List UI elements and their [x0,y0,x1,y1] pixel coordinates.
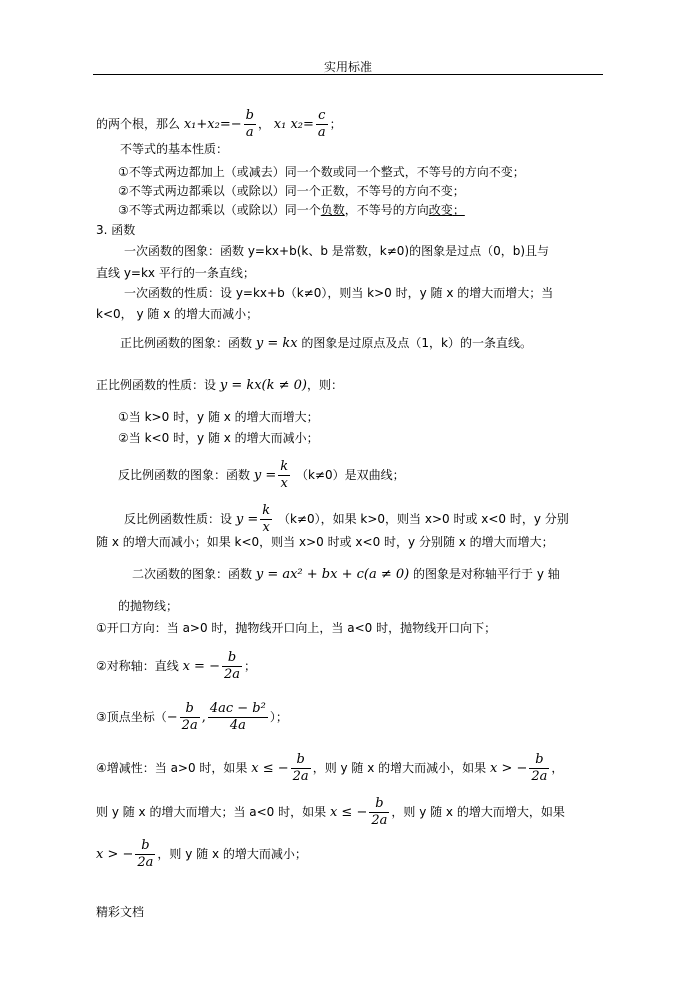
fraction-b-over-a [244,108,256,141]
text: 则 y 随 x 的增大而增大；当 a<0 时，如果 [96,805,327,819]
denominator: 2a [181,718,198,733]
inverse-property-line-2: 随 x 的增大而减小；如果 k<0，则当 x>0 时或 x<0 时，y 分别随 x 的增大而增大； [96,535,554,549]
fraction-k-over-x [260,503,272,536]
fraction-b-over-2a [291,752,311,785]
text-2: ，则 y 随 x 的增大而增大，如果 [391,805,565,819]
text-2: （k≠0），如果 k>0，则当 x>0 时或 x<0 时，y 分别 [277,512,569,526]
header-rule [93,74,603,75]
formula-x-le: x ≤ − [329,805,368,820]
formula-y: y = [235,512,259,527]
end-mark: ； [452,203,465,217]
denominator: 2a [531,769,548,784]
roots-line [96,108,342,141]
end-mark: ； [244,659,257,673]
sum-expression: x₁+x₂=− [183,117,242,132]
fraction-b-over-2a [135,838,155,871]
inverse-graph [118,459,405,492]
numerator: b [296,752,305,767]
fraction-c-over-a [316,108,328,141]
quadratic-graph [132,566,560,583]
proportional-graph [120,335,532,352]
denominator: a [317,125,326,140]
text: ③顶点坐标（ [96,710,167,724]
inequality-rule-1: ①不等式两边都加上（或减去）同一个数或同一个整式，不等号的方向不变； [118,165,525,179]
monotonicity-line-1 [96,752,563,785]
linear-property-line-1: 一次函数的性质：设 y=kx+b（k≠0），则当 k>0 时，y 随 x 的增大而增大；当 [124,286,554,300]
numerator: 4ac − b² [209,701,266,716]
vertex-coordinates [96,701,288,734]
minus-sign: − [166,710,178,725]
end-mark: ， [551,761,564,775]
denominator: a [244,124,256,141]
formula-y: y = [253,468,277,483]
inequality-rule-3 [118,202,465,218]
proportional-case-1: ①当 k>0 时，y 随 x 的增大而增大； [118,410,319,424]
numerator: b [245,108,254,123]
denominator: x [278,475,290,492]
rule-3-text: ③不等式两边都乘以（或除以）同一个 [118,203,321,217]
inverse-property-line-1 [124,503,569,536]
denominator: 4a [208,717,268,734]
negative-number-underlined: 负数 [320,203,345,217]
formula-x-gt: x > − [96,847,134,862]
text-2: （k≠0）是双曲线； [295,468,405,482]
text: ②对称轴：直线 [96,659,179,673]
end-mark: ； [329,117,342,131]
fraction-b-over-2a [369,796,389,829]
text: 反比例函数的图象：函数 [118,468,251,482]
formula-x-gt: x > − [489,761,528,776]
fraction-b-over-2a [180,701,200,734]
inequality-heading: 不等式的基本性质： [120,142,229,156]
product-expression: x₁ x₂= [273,117,314,132]
denominator: x [260,519,272,536]
text-2: ，则 y 随 x 的增大而减小，如果 [312,761,487,775]
fraction-b-over-2a [222,650,242,683]
numerator: k [280,459,289,474]
numerator: c [318,108,326,123]
formula-y-kx-cond: y = kx(k ≠ 0) [219,378,308,393]
linear-property-line-2: k<0， y 随 x 的增大而减小； [96,307,259,321]
text: 反比例函数性质：设 [124,512,233,526]
page-footer: 精彩文档 [96,905,145,919]
denominator: 2a [223,667,241,682]
denominator: 2a [137,855,154,870]
monotonicity-line-2 [96,796,565,829]
section-3-heading: 3. 函数 [96,223,136,237]
axis-of-symmetry [96,650,256,683]
numerator: b [535,752,544,767]
fraction-b-over-2a [529,752,549,785]
text-2: 的图象是过原点及点（1，k）的一条直线。 [301,336,532,350]
linear-graph-line-1: 一次函数的图象：函数 y=kx+b(k、b 是常数，k≠0)的图象是过点（0，b)且与 [124,244,550,258]
text-2: ，则： [307,378,344,392]
numerator: b [375,796,384,811]
opening-direction: ①开口方向：当 a>0 时，抛物线开口向上，当 a<0 时，抛物线开口向下； [96,621,497,635]
inequality-rule-2: ②不等式两边都乘以（或除以）同一个正数，不等号的方向不变； [118,184,465,198]
formula-x-le: x ≤ − [251,761,289,776]
text-2: 的图象是对称轴平行于 y 轴 [413,567,560,581]
text: ④增减性：当 a>0 时，如果 [96,761,248,775]
rule-3-text-2: ，不等号的方向 [344,203,429,217]
formula-x: x = − [182,659,220,674]
fraction-k-over-x [278,459,290,492]
parabola-line: 的抛物线； [118,599,179,613]
separator: ， [257,117,270,131]
fraction-vertex-y [208,701,268,734]
monotonicity-line-3 [96,838,307,871]
text: ，则 y 随 x 的增大而减小； [157,847,307,861]
comma: , [201,710,206,725]
linear-graph-line-2: 直线 y=kx 平行的一条直线； [96,266,255,280]
numerator: b [141,838,150,853]
roots-intro: 的两个根，那么 [96,117,181,131]
numerator: k [262,503,271,518]
proportional-property [96,377,343,394]
text: 正比例函数的图象：函数 [120,336,253,350]
text: 二次函数的图象：函数 [132,567,253,581]
formula-quadratic: y = ax² + bx + c(a ≠ 0) [255,567,410,582]
text: 正比例函数的性质：设 [96,378,217,392]
end-mark: ）； [269,710,288,724]
page-header-title: 实用标准 [323,60,372,74]
numerator: b [227,650,237,665]
change-underlined: 改变 [428,203,453,217]
denominator: 2a [371,813,388,828]
denominator: 2a [292,769,309,784]
formula-y-kx: y = kx [255,336,298,351]
numerator: b [185,701,194,716]
proportional-case-2: ②当 k<0 时，y 随 x 的增大而减小； [118,431,319,445]
